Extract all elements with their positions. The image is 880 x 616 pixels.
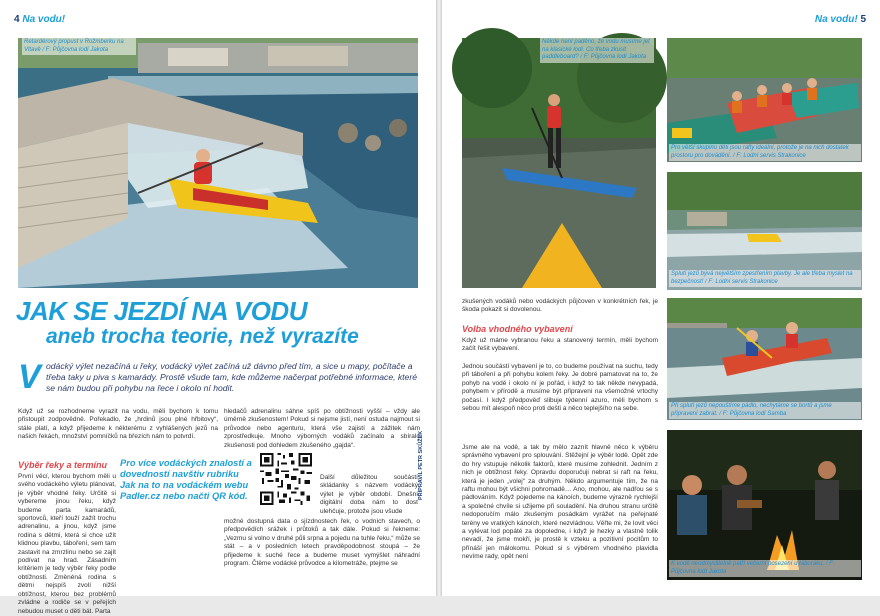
weir-kayak-illustration [18,38,418,288]
column-1-para-2 [18,473,116,616]
body-paragraph: Jednou součástí vybavení je to, co budeme používat na suchu, tedy při táboření a při pohybu kolem řeky. Je dobré pamatovat na to, že pohyb na vodě i okolo ní je pořád, i když to tak někde nevypadá, pohybem v přírodě a musíme být připraveni na všemožné vrtochy počasí. I když předpověď slibuje týdenní azuro, měli bychom s sebou mít alespoň něco proti dešti a něco teplejšího na sebe. [462,363,658,413]
photo-caption: Splutí jezů bývá největším zpestřením plavby. Je ale třeba myslet na bezpečnost! / F: Lodní servis Strakonice [669,270,861,287]
kayak-photo [667,298,862,420]
body-paragraph: První věcí, kterou bychom měli u svého vodáckého výletu plánovat, je výběr vhodné řeky. Určitě si vybereme jinou řeku, když budeme parta kamarádů, sportovců, kteří touží zažít trochu adrenalinu, a jinou, když jsme rodina s dětmi, která si chce užít klidnou plavbu, táboření, sem tam zastavit na zmrzlinu nebo se zajít podívat na hrad. Zásadním kritériem je tedy výběr řeky podle obtížnosti. Změněná rodina s dětmi nejspíš zvolí nižší obtížnost, kterou bez problémů zvládne a rodiče se v peřejích nebudou muset o děti bát. Parta [18,473,116,615]
weir-photo [667,172,862,290]
right-column-para-3 [462,363,658,413]
body-paragraph: Když už máme vybranou řeku a stanovený termín, měli bychom začít řešit vybavení. [462,337,658,353]
article-headline: JAK SE JEZDÍ NA VODU [16,296,307,326]
photo-caption: K vodě neodmyslitelně patří večerní posezení u táboráku. / F: Půjčovna lodí Jakota [669,560,861,577]
right-column-para-1 [462,298,658,315]
page-folio [14,14,65,25]
photo-caption: Pro větší skupinu děti jsou rafty ideální, protože je na nich dostatek prostoru pro dovádění. / F: Lodní servis Strakonice [669,144,861,161]
column-2-para-1 [224,408,420,450]
promo-box: Pro více vodáckých znalostí a dovedností navštiv rubriku Jak na to na vodáckém webu Padler.cz nebo načti QR kód. [120,458,252,501]
rafts-photo [667,38,862,162]
weir-kayak-photo [18,38,418,288]
page-folio [815,14,866,25]
page-number: 4 [14,14,20,25]
right-page [442,0,880,596]
qr-code-icon[interactable] [258,451,314,507]
right-column-para-2 [462,337,658,354]
right-column-para-4 [462,444,658,562]
photo-caption: Při splutí jezů nepouštíme pádlo, nechytáme se bortů a jsme připravení zabrat. / F: Půjčovna lodí Samba [669,402,861,419]
column-2-para-2 [320,474,418,516]
body-paragraph: Když už se rozhodneme vyrazit na vodu, měli bychom k tomu přistoupit zodpovědně. Pořekadlo, že „hrdinů jsou plné hřbitovy“, stále platí, a když přijedeme k některému z vyhlášených jezů na našich řekách, množství pomníčků na březích nám to potvrdí. [18,408,218,441]
body-paragraph: zkušených vodáků nebo vodáckých půjčoven v konkrétních řek, je škoda pokazit si dovolenou. [462,298,658,314]
page-number: 5 [860,14,866,25]
author-credit: PŘIPRAVIL PETR SKŮŽEK [418,430,424,500]
paddleboard-illustration [462,38,656,288]
photo-caption: Někde není paděno, že vodu musíme jet na klasické lodi. Co třeba zkusit paddleboard? / F: Půjčovna lodí Jakota [540,38,654,63]
body-paragraph: hledačů adrenalinu sáhne spíš po obtížnosti vyšší – vždy ale úměrně zkušenostem! Pokud si nejsme jistí, není ostuda najmout si průvodce nebo agenturu, která vše zajistí a zážitek nám zprostředkuje. Mnoho výborných vodáků začínalo a sbíralo zkušenosti pod dohledem zkušeného „gajda“. [224,408,420,449]
paddleboard-photo [462,38,656,288]
photo-caption: Retardérový propust v Rožmberku na Vltavě / F: Půjčovna lodí Jakota [22,38,136,55]
article-lead: odácký výlet nezačíná u řeky, vodácký výlet začíná už dávno před tím, a sice u mapy, počítače a třeba taky u piva s kamarády. Prostě všude tam, kde můžeme načerpat potřebné informace, které se nám budou při pohybu na řece i okolo ní hodit. [46,361,417,393]
article-subheadline: aneb trocha teorie, než vyrazíte [46,325,359,348]
body-paragraph: Další důležitou součástí skládanky s názvem vodácký výlet je výběr období. Dnešní digitální doba nám to dost ulehčuje, protože jsou všude [320,474,418,515]
column-2-para-3 [224,518,420,568]
section-label: Na vodu! [22,14,66,25]
body-paragraph: možné dostupná data o sjízdnostech řek, o vodních stavech, o předpovědích srážek i průtoků a tak dále. Pokud si řekneme: „Vezmu si volno v druhé půli srpna a pojedu na tuhle řeku,“ může se stát – a v posledních letech pravděpodobnost stoupá – že přijedeme k suché řece a budeme muset vymýšlet náhradní program. Čtěme vodácké průvodce a kilometráže, ptejme se [224,518,420,568]
campfire-illustration [667,430,862,580]
section-heading-equipment: Volba vhodného vybavení [462,324,573,334]
column-1-para-1 [18,408,218,442]
section-label: Na vodu! [814,14,858,25]
drop-cap: V [18,358,41,396]
left-page [0,0,436,615]
body-paragraph: Jsme ale na vodě, a tak by mělo zaznít hlavně něco k výběru správného vybavení pro splouvání. Stěžejní je výběr lodě. Opět zde do hry vstupuje několik faktorů, které musíme zohlednit. Jedním z nich je obtížnost řeky. Opravdu doporučuji nebrat si raft na řeku, která je jeden „volej“ za druhým. Někdo argumentuje tím, že na raftu mohou být všichni pohromadě… Ano, mohou, ale nadřou se s pádlováním. Když pojedeme na kánoích, budeme výrazně rychlejší a společné chvíle si užijeme při souladění. Na druhou stranu určitě nedoporučím málo zkušeným posádkám vyrážet na peřejnaté terény ve vratkých kánoích, které nezvládnou. Věřte mi, že lovit věci a vylévat lod popáté za dopoledne, i když je hezky a vlastně tolik nevadí, že jsme mokří, je prostě k vzteku a pozitivní pocitům to přínáší jen málokomu. Pokud si s výběrem vhodného plavidla nevíme rady, opět není [462,444,658,561]
campfire-photo [667,430,862,580]
section-heading-river-choice: Výběr řeky a termínu [18,460,108,470]
